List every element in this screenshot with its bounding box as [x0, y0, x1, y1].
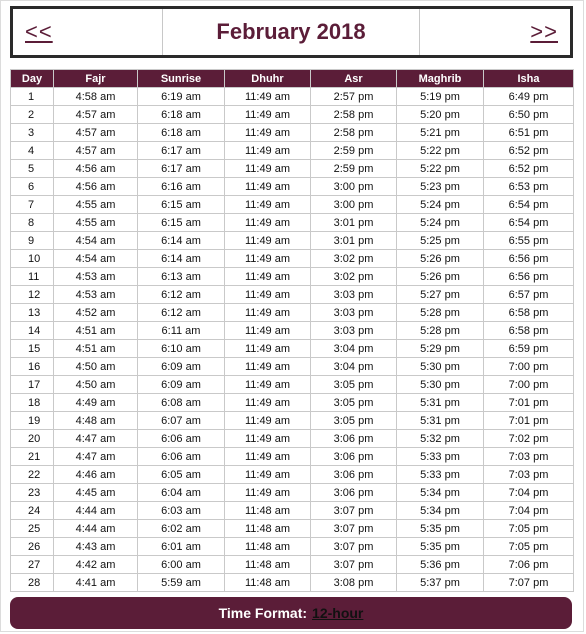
fajr-cell: 4:42 am: [54, 556, 138, 574]
isha-cell: 6:54 pm: [484, 196, 574, 214]
sunrise-cell: 6:09 am: [138, 358, 225, 376]
asr-cell: 3:05 pm: [311, 376, 397, 394]
maghrib-cell: 5:35 pm: [397, 538, 484, 556]
fajr-cell: 4:58 am: [54, 88, 138, 106]
time-format-label: Time Format:: [218, 605, 308, 621]
prev-month-link[interactable]: <<: [25, 19, 53, 44]
table-row: [11, 376, 574, 394]
sunrise-cell: 6:14 am: [138, 250, 225, 268]
dhuhr-cell: 11:48 am: [225, 574, 311, 592]
asr-cell: 3:04 pm: [311, 340, 397, 358]
sunrise-cell: 6:06 am: [138, 448, 225, 466]
isha-cell: 6:50 pm: [484, 106, 574, 124]
day-cell: 1: [11, 88, 54, 106]
isha-cell: 7:02 pm: [484, 430, 574, 448]
fajr-cell: 4:57 am: [54, 142, 138, 160]
dhuhr-cell: 11:49 am: [225, 178, 311, 196]
dhuhr-cell: 11:48 am: [225, 538, 311, 556]
fajr-cell: 4:46 am: [54, 466, 138, 484]
column-header-day: Day: [11, 70, 54, 88]
sunrise-cell: 6:06 am: [138, 430, 225, 448]
isha-cell: 6:53 pm: [484, 178, 574, 196]
sunrise-cell: 6:19 am: [138, 88, 225, 106]
table-row: [11, 340, 574, 358]
asr-cell: 3:06 pm: [311, 448, 397, 466]
maghrib-cell: 5:27 pm: [397, 286, 484, 304]
table-row: [11, 286, 574, 304]
maghrib-cell: 5:32 pm: [397, 430, 484, 448]
maghrib-cell: 5:28 pm: [397, 322, 484, 340]
prev-month-cell: [13, 9, 163, 55]
maghrib-cell: 5:34 pm: [397, 502, 484, 520]
table-row: [11, 88, 574, 106]
dhuhr-cell: 11:49 am: [225, 286, 311, 304]
fajr-cell: 4:50 am: [54, 358, 138, 376]
maghrib-cell: 5:21 pm: [397, 124, 484, 142]
dhuhr-cell: 11:49 am: [225, 322, 311, 340]
table-row: [11, 358, 574, 376]
isha-cell: 6:59 pm: [484, 340, 574, 358]
asr-cell: 3:05 pm: [311, 412, 397, 430]
maghrib-cell: 5:26 pm: [397, 268, 484, 286]
asr-cell: 3:06 pm: [311, 484, 397, 502]
fajr-cell: 4:43 am: [54, 538, 138, 556]
day-cell: 2: [11, 106, 54, 124]
sunrise-cell: 6:07 am: [138, 412, 225, 430]
sunrise-cell: 6:01 am: [138, 538, 225, 556]
isha-cell: 6:52 pm: [484, 142, 574, 160]
asr-cell: 3:04 pm: [311, 358, 397, 376]
isha-cell: 7:04 pm: [484, 502, 574, 520]
fajr-cell: 4:53 am: [54, 286, 138, 304]
asr-cell: 3:01 pm: [311, 214, 397, 232]
dhuhr-cell: 11:49 am: [225, 106, 311, 124]
next-month-link[interactable]: >>: [530, 19, 558, 44]
maghrib-cell: 5:28 pm: [397, 304, 484, 322]
asr-cell: 2:57 pm: [311, 88, 397, 106]
sunrise-cell: 6:18 am: [138, 106, 225, 124]
isha-cell: 6:58 pm: [484, 304, 574, 322]
column-header-dhuhr: Dhuhr: [225, 70, 311, 88]
isha-cell: 6:52 pm: [484, 160, 574, 178]
table-row: [11, 232, 574, 250]
dhuhr-cell: 11:49 am: [225, 430, 311, 448]
dhuhr-cell: 11:49 am: [225, 214, 311, 232]
maghrib-cell: 5:22 pm: [397, 142, 484, 160]
isha-cell: 7:00 pm: [484, 376, 574, 394]
table-body: [11, 88, 574, 592]
sunrise-cell: 6:13 am: [138, 268, 225, 286]
asr-cell: 3:03 pm: [311, 286, 397, 304]
isha-cell: 6:57 pm: [484, 286, 574, 304]
header-row: [11, 70, 574, 88]
dhuhr-cell: 11:49 am: [225, 142, 311, 160]
isha-cell: 6:58 pm: [484, 322, 574, 340]
dhuhr-cell: 11:49 am: [225, 358, 311, 376]
fajr-cell: 4:44 am: [54, 520, 138, 538]
table-row: [11, 520, 574, 538]
dhuhr-cell: 11:49 am: [225, 340, 311, 358]
dhuhr-cell: 11:48 am: [225, 520, 311, 538]
table-row: [11, 556, 574, 574]
isha-cell: 7:01 pm: [484, 394, 574, 412]
asr-cell: 3:02 pm: [311, 250, 397, 268]
asr-cell: 3:07 pm: [311, 520, 397, 538]
asr-cell: 3:03 pm: [311, 322, 397, 340]
sunrise-cell: 6:15 am: [138, 214, 225, 232]
day-cell: 11: [11, 268, 54, 286]
sunrise-cell: 6:18 am: [138, 124, 225, 142]
day-cell: 17: [11, 376, 54, 394]
column-header-asr: Asr: [311, 70, 397, 88]
asr-cell: 3:00 pm: [311, 178, 397, 196]
table-row: [11, 502, 574, 520]
asr-cell: 3:02 pm: [311, 268, 397, 286]
table-row: [11, 448, 574, 466]
asr-cell: 3:07 pm: [311, 556, 397, 574]
isha-cell: 7:05 pm: [484, 538, 574, 556]
sunrise-cell: 5:59 am: [138, 574, 225, 592]
day-cell: 6: [11, 178, 54, 196]
next-month-cell: [420, 9, 570, 55]
isha-cell: 7:04 pm: [484, 484, 574, 502]
asr-cell: 3:00 pm: [311, 196, 397, 214]
table-row: [11, 160, 574, 178]
table-header: [11, 70, 574, 88]
day-cell: 25: [11, 520, 54, 538]
fajr-cell: 4:44 am: [54, 502, 138, 520]
sunrise-cell: 6:17 am: [138, 160, 225, 178]
table-row: [11, 142, 574, 160]
table-row: [11, 196, 574, 214]
day-cell: 26: [11, 538, 54, 556]
maghrib-cell: 5:31 pm: [397, 394, 484, 412]
dhuhr-cell: 11:49 am: [225, 412, 311, 430]
day-cell: 9: [11, 232, 54, 250]
sunrise-cell: 6:12 am: [138, 304, 225, 322]
day-cell: 18: [11, 394, 54, 412]
month-title-cell: [163, 9, 420, 55]
table-row: [11, 538, 574, 556]
dhuhr-cell: 11:49 am: [225, 196, 311, 214]
maghrib-cell: 5:33 pm: [397, 466, 484, 484]
dhuhr-cell: 11:49 am: [225, 448, 311, 466]
sunrise-cell: 6:09 am: [138, 376, 225, 394]
asr-cell: 3:07 pm: [311, 538, 397, 556]
table-row: [11, 322, 574, 340]
sunrise-cell: 6:00 am: [138, 556, 225, 574]
asr-cell: 3:08 pm: [311, 574, 397, 592]
isha-cell: 7:07 pm: [484, 574, 574, 592]
maghrib-cell: 5:19 pm: [397, 88, 484, 106]
dhuhr-cell: 11:49 am: [225, 160, 311, 178]
asr-cell: 3:05 pm: [311, 394, 397, 412]
table-row: [11, 214, 574, 232]
table-row: [11, 574, 574, 592]
fajr-cell: 4:48 am: [54, 412, 138, 430]
dhuhr-cell: 11:49 am: [225, 232, 311, 250]
day-cell: 20: [11, 430, 54, 448]
day-cell: 15: [11, 340, 54, 358]
dhuhr-cell: 11:48 am: [225, 556, 311, 574]
fajr-cell: 4:51 am: [54, 340, 138, 358]
fajr-cell: 4:55 am: [54, 196, 138, 214]
table-row: [11, 394, 574, 412]
dhuhr-cell: 11:49 am: [225, 394, 311, 412]
isha-cell: 7:06 pm: [484, 556, 574, 574]
day-cell: 19: [11, 412, 54, 430]
asr-cell: 3:06 pm: [311, 430, 397, 448]
day-cell: 4: [11, 142, 54, 160]
sunrise-cell: 6:16 am: [138, 178, 225, 196]
isha-cell: 6:54 pm: [484, 214, 574, 232]
day-cell: 21: [11, 448, 54, 466]
fajr-cell: 4:54 am: [54, 250, 138, 268]
isha-cell: 7:01 pm: [484, 412, 574, 430]
dhuhr-cell: 11:48 am: [225, 502, 311, 520]
sunrise-cell: 6:04 am: [138, 484, 225, 502]
day-cell: 12: [11, 286, 54, 304]
maghrib-cell: 5:23 pm: [397, 178, 484, 196]
day-cell: 8: [11, 214, 54, 232]
sunrise-cell: 6:11 am: [138, 322, 225, 340]
maghrib-cell: 5:24 pm: [397, 196, 484, 214]
table-row: [11, 304, 574, 322]
isha-cell: 7:00 pm: [484, 358, 574, 376]
fajr-cell: 4:47 am: [54, 448, 138, 466]
maghrib-cell: 5:30 pm: [397, 376, 484, 394]
fajr-cell: 4:52 am: [54, 304, 138, 322]
isha-cell: 6:56 pm: [484, 250, 574, 268]
fajr-cell: 4:57 am: [54, 106, 138, 124]
maghrib-cell: 5:33 pm: [397, 448, 484, 466]
asr-cell: 3:06 pm: [311, 466, 397, 484]
table-row: [11, 466, 574, 484]
fajr-cell: 4:50 am: [54, 376, 138, 394]
time-format-link[interactable]: 12-hour: [312, 605, 364, 621]
fajr-cell: 4:47 am: [54, 430, 138, 448]
day-cell: 22: [11, 466, 54, 484]
column-header-sunrise: Sunrise: [138, 70, 225, 88]
table-row: [11, 484, 574, 502]
maghrib-cell: 5:24 pm: [397, 214, 484, 232]
isha-cell: 6:51 pm: [484, 124, 574, 142]
dhuhr-cell: 11:49 am: [225, 376, 311, 394]
table-row: [11, 268, 574, 286]
asr-cell: 3:07 pm: [311, 502, 397, 520]
maghrib-cell: 5:35 pm: [397, 520, 484, 538]
sunrise-cell: 6:03 am: [138, 502, 225, 520]
day-cell: 14: [11, 322, 54, 340]
table-row: [11, 430, 574, 448]
dhuhr-cell: 11:49 am: [225, 250, 311, 268]
sunrise-cell: 6:17 am: [138, 142, 225, 160]
fajr-cell: 4:57 am: [54, 124, 138, 142]
sunrise-cell: 6:15 am: [138, 196, 225, 214]
table-row: [11, 412, 574, 430]
month-navigation: [10, 6, 573, 58]
maghrib-cell: 5:26 pm: [397, 250, 484, 268]
fajr-cell: 4:55 am: [54, 214, 138, 232]
maghrib-cell: 5:31 pm: [397, 412, 484, 430]
asr-cell: 2:58 pm: [311, 106, 397, 124]
fajr-cell: 4:54 am: [54, 232, 138, 250]
day-cell: 10: [11, 250, 54, 268]
sunrise-cell: 6:08 am: [138, 394, 225, 412]
sunrise-cell: 6:14 am: [138, 232, 225, 250]
maghrib-cell: 5:29 pm: [397, 340, 484, 358]
asr-cell: 3:01 pm: [311, 232, 397, 250]
dhuhr-cell: 11:49 am: [225, 466, 311, 484]
fajr-cell: 4:51 am: [54, 322, 138, 340]
maghrib-cell: 5:34 pm: [397, 484, 484, 502]
dhuhr-cell: 11:49 am: [225, 304, 311, 322]
sunrise-cell: 6:02 am: [138, 520, 225, 538]
fajr-cell: 4:56 am: [54, 178, 138, 196]
fajr-cell: 4:41 am: [54, 574, 138, 592]
maghrib-cell: 5:30 pm: [397, 358, 484, 376]
maghrib-cell: 5:25 pm: [397, 232, 484, 250]
dhuhr-cell: 11:49 am: [225, 268, 311, 286]
isha-cell: 7:05 pm: [484, 520, 574, 538]
maghrib-cell: 5:20 pm: [397, 106, 484, 124]
day-cell: 23: [11, 484, 54, 502]
isha-cell: 6:49 pm: [484, 88, 574, 106]
dhuhr-cell: 11:49 am: [225, 88, 311, 106]
asr-cell: 2:59 pm: [311, 160, 397, 178]
day-cell: 3: [11, 124, 54, 142]
isha-cell: 6:55 pm: [484, 232, 574, 250]
sunrise-cell: 6:05 am: [138, 466, 225, 484]
maghrib-cell: 5:37 pm: [397, 574, 484, 592]
isha-cell: 7:03 pm: [484, 448, 574, 466]
day-cell: 5: [11, 160, 54, 178]
fajr-cell: 4:49 am: [54, 394, 138, 412]
day-cell: 7: [11, 196, 54, 214]
table-row: [11, 106, 574, 124]
day-cell: 27: [11, 556, 54, 574]
day-cell: 13: [11, 304, 54, 322]
maghrib-cell: 5:22 pm: [397, 160, 484, 178]
day-cell: 28: [11, 574, 54, 592]
asr-cell: 2:58 pm: [311, 124, 397, 142]
day-cell: 24: [11, 502, 54, 520]
dhuhr-cell: 11:49 am: [225, 484, 311, 502]
column-header-isha: Isha: [484, 70, 574, 88]
isha-cell: 6:56 pm: [484, 268, 574, 286]
time-format-bar: [10, 597, 572, 629]
sunrise-cell: 6:12 am: [138, 286, 225, 304]
fajr-cell: 4:45 am: [54, 484, 138, 502]
sunrise-cell: 6:10 am: [138, 340, 225, 358]
asr-cell: 2:59 pm: [311, 142, 397, 160]
table-row: [11, 124, 574, 142]
column-header-fajr: Fajr: [54, 70, 138, 88]
dhuhr-cell: 11:49 am: [225, 124, 311, 142]
prayer-times-table: [10, 69, 574, 592]
column-header-maghrib: Maghrib: [397, 70, 484, 88]
month-title: February 2018: [216, 19, 366, 44]
fajr-cell: 4:53 am: [54, 268, 138, 286]
isha-cell: 7:03 pm: [484, 466, 574, 484]
fajr-cell: 4:56 am: [54, 160, 138, 178]
day-cell: 16: [11, 358, 54, 376]
maghrib-cell: 5:36 pm: [397, 556, 484, 574]
table-row: [11, 250, 574, 268]
asr-cell: 3:03 pm: [311, 304, 397, 322]
table-row: [11, 178, 574, 196]
